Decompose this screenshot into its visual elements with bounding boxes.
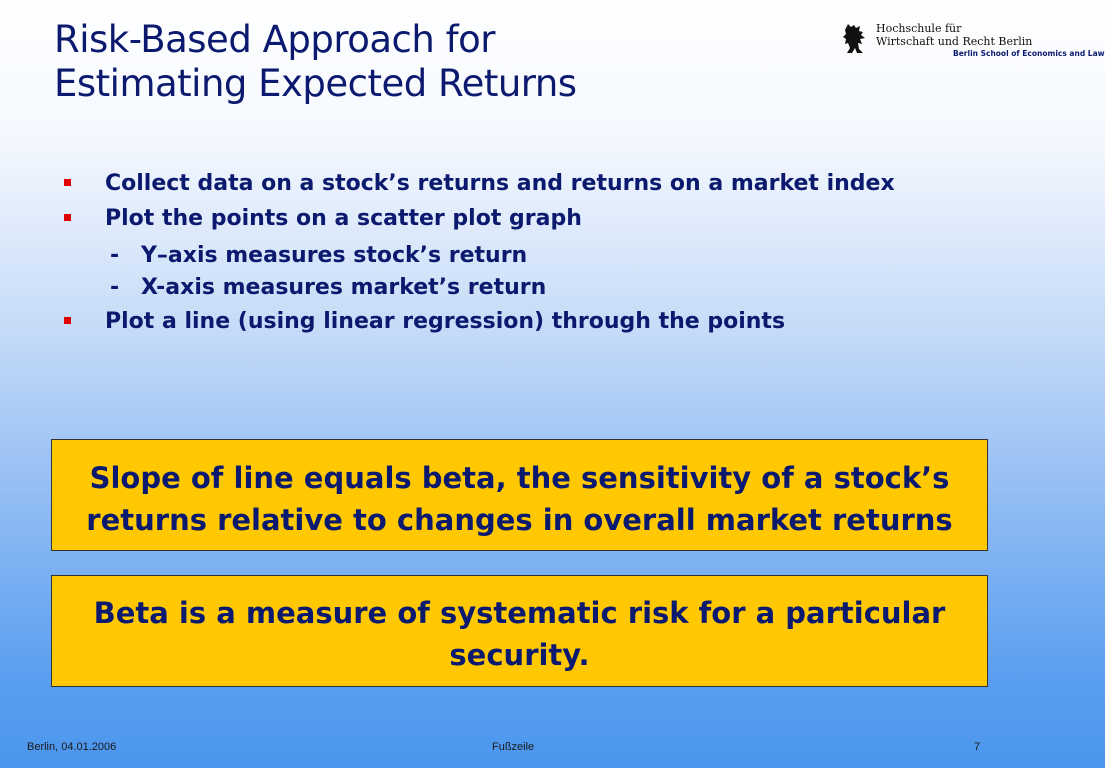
bullet-marker-icon: [64, 214, 71, 221]
footer-center: Fußzeile: [492, 741, 535, 753]
slide-title-line-2: Estimating Expected Returns: [54, 62, 577, 105]
dash-marker: -: [110, 243, 120, 268]
bullet-item: [64, 168, 964, 199]
dash-marker: -: [110, 275, 120, 300]
bullet-list: [64, 168, 964, 341]
berlin-bear-icon: [842, 22, 868, 56]
slide-title-line-1: Risk-Based Approach for: [54, 18, 495, 61]
bullet-item: [64, 203, 964, 234]
footer-date: Berlin, 04.01.2006: [27, 741, 117, 753]
bullet-marker-icon: [64, 179, 71, 186]
sub-bullet-item: [64, 272, 964, 304]
bullet-marker-icon: [64, 317, 71, 324]
logo-line-1: Hochschule für: [876, 22, 962, 35]
university-logo: [842, 20, 1105, 60]
bullet-item: [64, 306, 964, 337]
bullet-text: Collect data on a stock’s returns and returns on a market index: [105, 171, 895, 196]
sub-bullet-item: [64, 240, 964, 272]
slide-title: [54, 18, 754, 106]
logo-line-3: Berlin School of Economics and Law: [953, 49, 1105, 58]
page-number: 7: [974, 741, 981, 753]
sub-bullet-text: Y–axis measures stock’s return: [141, 243, 528, 268]
logo-line-2: Wirtschaft und Recht Berlin: [876, 35, 1033, 48]
beta-slope-callout: Slope of line equals beta, the sensitivity of a stock’s returns relative to changes in overall market returns: [51, 439, 988, 551]
sub-bullet-text: X-axis measures market’s return: [141, 275, 547, 300]
bullet-text: Plot the points on a scatter plot graph: [105, 206, 582, 231]
beta-definition-callout: Beta is a measure of systematic risk for a particular security.: [51, 575, 988, 687]
bullet-text: Plot a line (using linear regression) through the points: [105, 309, 786, 334]
